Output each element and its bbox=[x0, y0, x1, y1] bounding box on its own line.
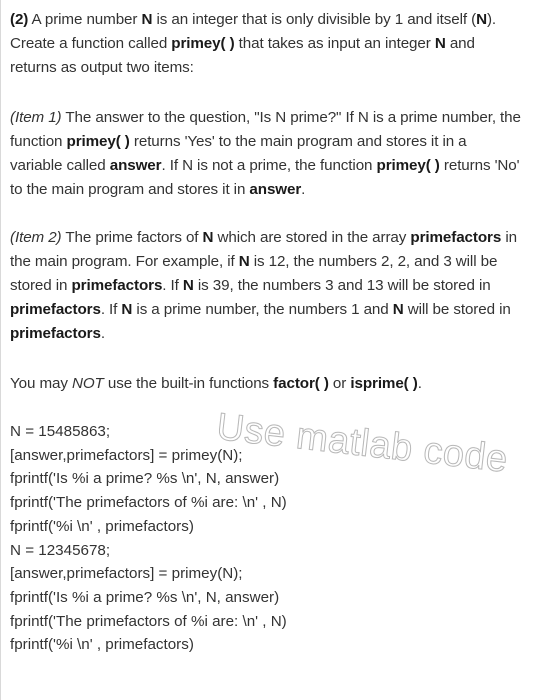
item-1-label: (Item 1) bbox=[10, 109, 62, 126]
code-block bbox=[10, 420, 287, 657]
code-line: N = 12345678; bbox=[10, 541, 111, 559]
watermark-text: Use matlab code bbox=[214, 406, 511, 481]
question-intro: (2) A prime number N is an integer that is only divisible by 1 and itself (N). Create a function called primey( ) that takes as input an integer N and returns as output two items: bbox=[10, 11, 497, 76]
code-line: fprintf('%i \n' , primefactors) bbox=[10, 517, 194, 535]
code-line: fprintf('The primefactors of %i are: \n' , N) bbox=[10, 612, 287, 630]
code-line: [answer,primefactors] = primey(N); bbox=[10, 446, 243, 464]
function-name: primey( ) bbox=[171, 35, 235, 52]
item-2-label: (Item 2) bbox=[10, 229, 62, 246]
code-line: [answer,primefactors] = primey(N); bbox=[10, 565, 243, 583]
item-1-paragraph: (Item 1) The answer to the question, "Is N prime?" If N is a prime number, the function primey( ) returns 'Yes' to the main program and stores it in a variable called answer. If N is not a prime, the function primey( ) returns 'No' to the main program and stores it in answer. bbox=[10, 109, 521, 198]
code-line: fprintf('Is %i a prime? %s \n', N, answer) bbox=[10, 588, 280, 606]
item-2-paragraph: (Item 2) The prime factors of N which are stored in the array primefactors in the main program. For example, if N is 12, the numbers 2, 2, and 3 will be stored in primefactors. If N is 39, the numbers 3 and 13 will be stored in primefactors. If N is a prime number, the numbers 1 and N will be stored in primefactors. bbox=[10, 229, 517, 342]
code-line: N = 15485863; bbox=[10, 423, 111, 440]
code-line: fprintf('Is %i a prime? %s \n', N, answer) bbox=[10, 470, 280, 488]
code-line: fprintf('%i \n' , primefactors) bbox=[10, 636, 194, 654]
question-number: (2) bbox=[10, 11, 29, 28]
restriction-paragraph: You may NOT use the built-in functions factor( ) or isprime( ). bbox=[10, 375, 422, 392]
code-line: fprintf('The primefactors of %i are: \n' , N) bbox=[10, 494, 287, 512]
